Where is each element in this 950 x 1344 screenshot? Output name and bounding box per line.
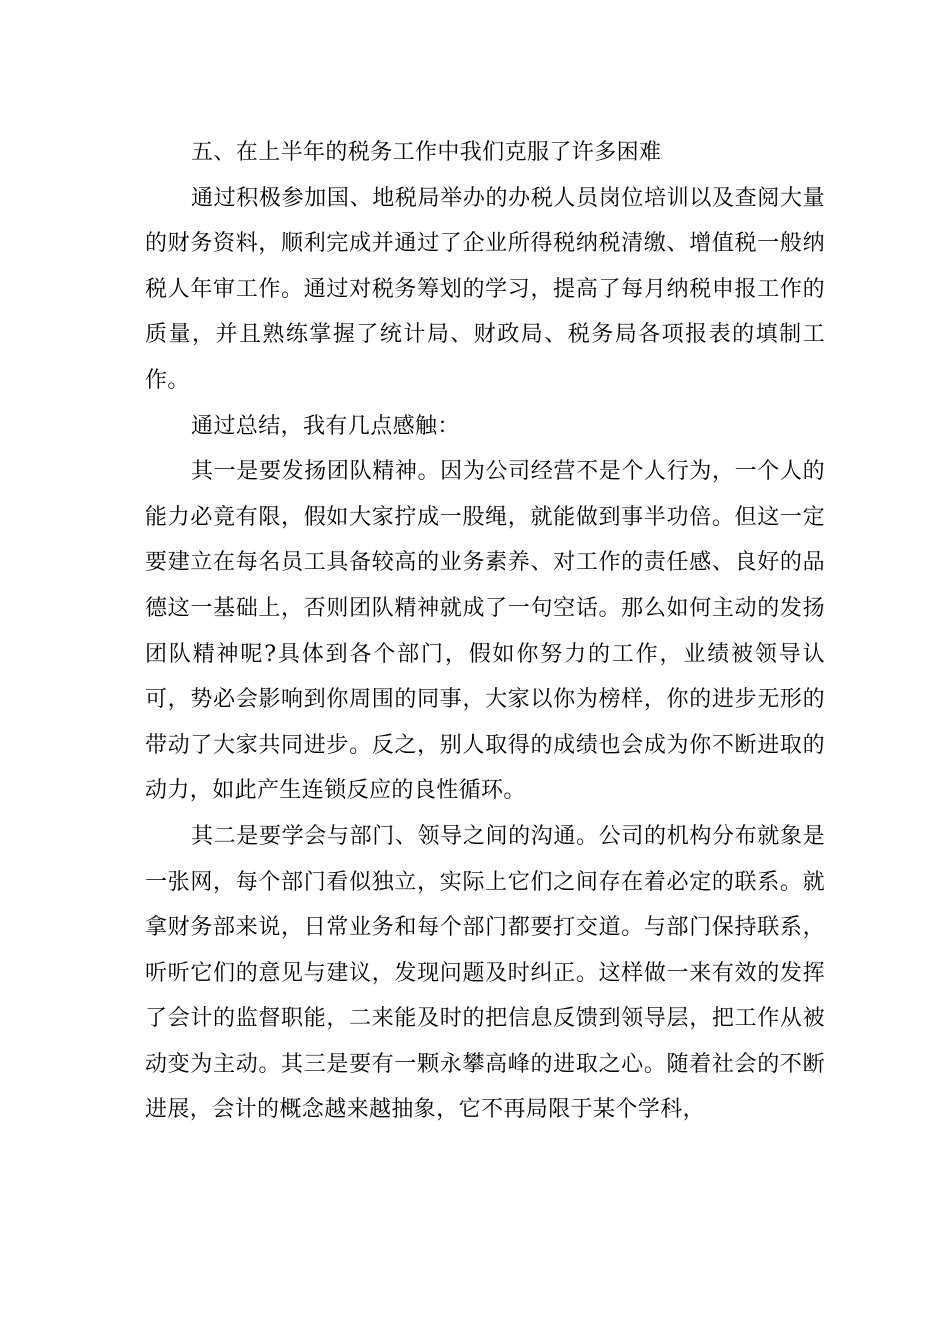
paragraph-team-spirit: 其一是要发扬团队精神。因为公司经营不是个人行为，一个人的能力必竟有限，假如大家拧成一股绳，就能做到事半功倍。但这一定要建立在每名员工具备较高的业务素养、对工作的责任感、良好的品德这一基础上，否则团队精神就成了一句空话。那么如何主动的发扬团队精神呢?具体到各个部门，假如你努力的工作，业绩被领导认可，势必会影响到你周围的同事，大家以你为榜样，你的进步无形的带动了大家共同进步。反之，别人取得的成绩也会成为你不断进取的动力，如此产生连锁反应的良性循环。 <box>145 459 825 804</box>
paragraph-tax-training: 通过积极参加国、地税局举办的办税人员岗位培训以及查阅大量的财务资料，顺利完成并通过了企业所得税纳税清缴、增值税一般纳税人年审工作。通过对税务筹划的学习，提高了每月纳税申报工作的质量，并且熟练掌握了统计局、财政局、税务局各项报表的填制工作。 <box>145 185 825 393</box>
paragraph-communication: 其二是要学会与部门、领导之间的沟通。公司的机构分布就象是一张网，每个部门看似独立，实际上它们之间存在着必定的联系。就拿财务部来说，日常业务和每个部门都要打交道。与部门保持联系，听听它们的意见与建议，发现问题及时纠正。这样做一来有效的发挥了会计的监督职能，二来能及时的把信息反馈到领导层，把工作从被动变为主动。其三是要有一颗永攀高峰的进取之心。随着社会的不断进展，会计的概念越来越抽象，它不再局限于某个学科， <box>145 823 825 1123</box>
paragraph-summary-intro: 通过总结，我有几点感触： <box>191 413 460 439</box>
section-heading: 五、在上半年的税务工作中我们克服了许多困难 <box>191 140 662 165</box>
document-page <box>145 130 825 1133</box>
